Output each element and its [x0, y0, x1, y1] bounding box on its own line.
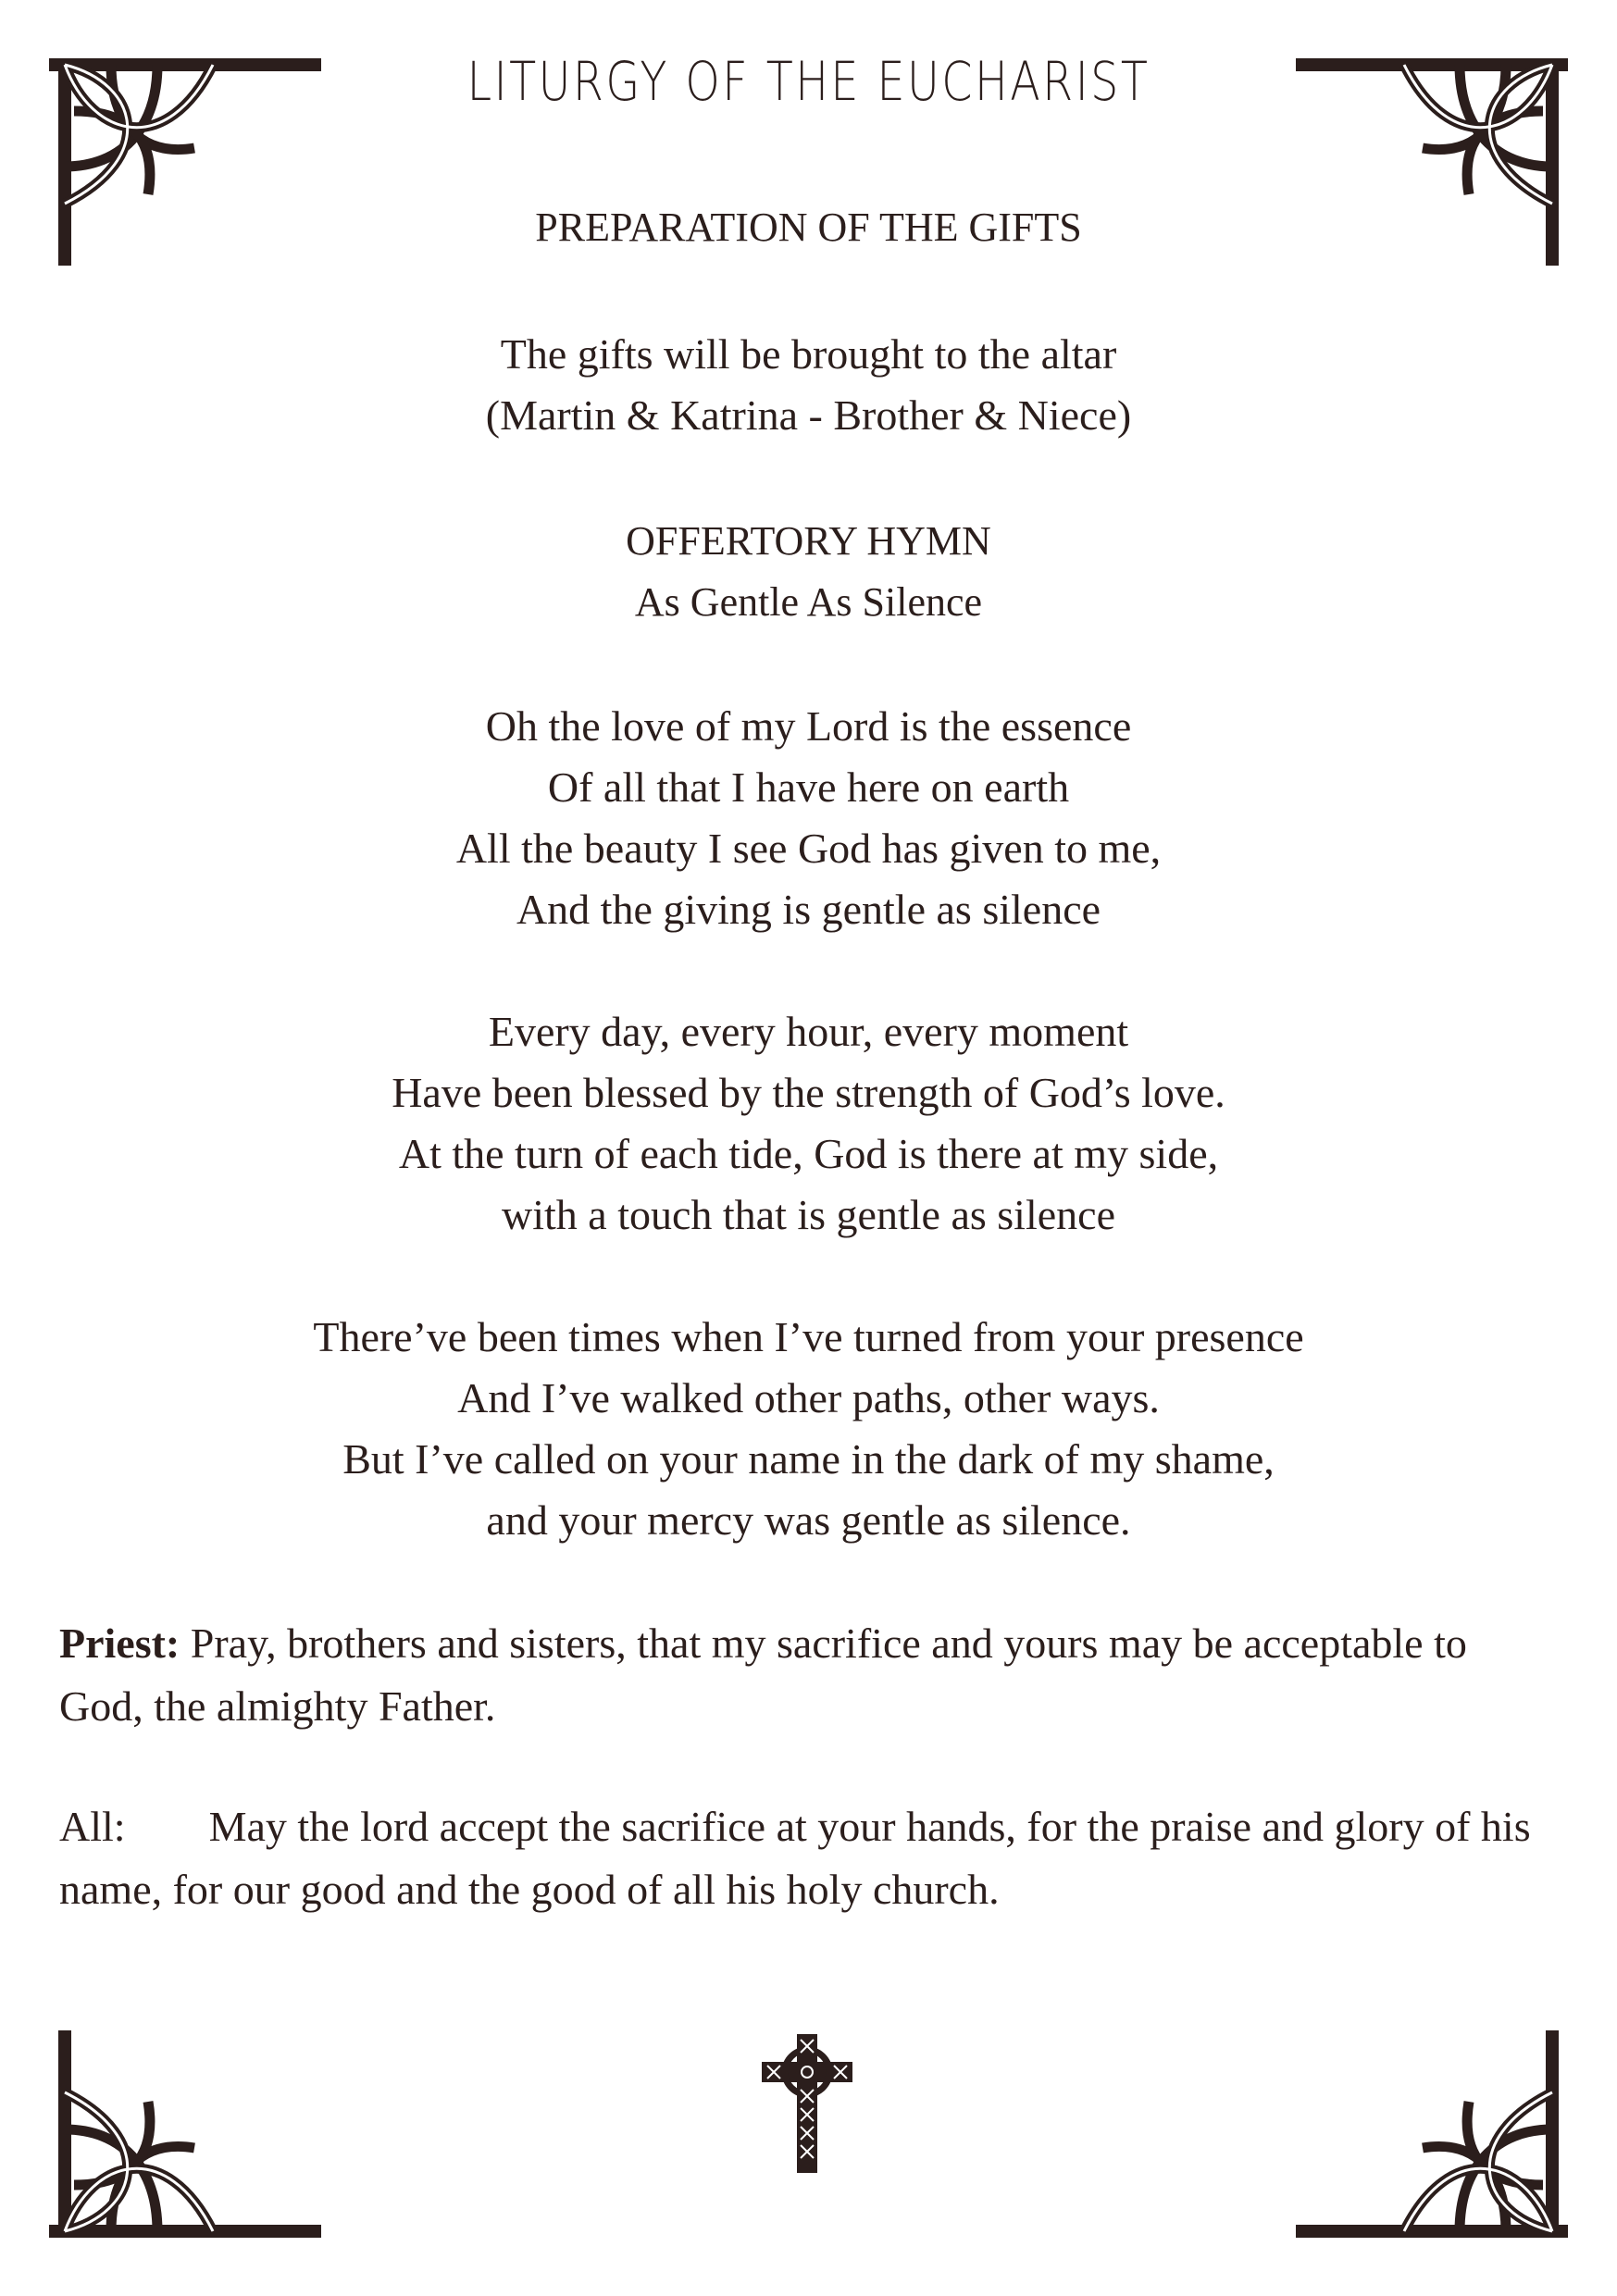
priest-text: Pray, brothers and sisters, that my sacrifice and yours may be acceptable to God, the almighty Father. [59, 1620, 1467, 1730]
celtic-knot-icon [1293, 2028, 1580, 2268]
verse-line: Of all that I have here on earth [547, 763, 1070, 811]
gifts-bearers-line: (Martin & Katrina - Brother & Niece) [485, 391, 1132, 439]
verse-line: with a touch that is gentle as silence [502, 1191, 1115, 1238]
verse-line: Have been blessed by the strength of God’s love. [392, 1069, 1225, 1116]
verse-line: At the turn of each tide, God is there at my side, [398, 1130, 1219, 1177]
corner-ornament-bottom-right [1293, 2028, 1580, 2268]
verse-line: But I’ve called on your name in the dark of my shame, [342, 1435, 1275, 1483]
verse-line: All the beauty I see God has given to me, [455, 825, 1162, 872]
hymn-title: As Gentle As Silence [634, 579, 983, 625]
verse-line: and your mercy was gentle as silence. [486, 1496, 1131, 1544]
hymn-verse-2 [0, 1001, 1617, 1246]
gifts-line: The gifts will be brought to the altar [500, 330, 1117, 378]
hymn-verse-3 [0, 1307, 1617, 1551]
all-label: All: [59, 1803, 126, 1850]
verse-line: Oh the love of my Lord is the essence [485, 702, 1132, 750]
corner-ornament-bottom-left [37, 2028, 324, 2268]
celtic-knot-icon [37, 2028, 324, 2268]
page-title: LITURGY OF THE EUCHARIST [466, 50, 1151, 113]
verse-line: Every day, every hour, every moment [488, 1008, 1129, 1055]
all-response [59, 1795, 1559, 1921]
hymn-verse-1 [0, 696, 1617, 940]
celtic-cross-ornament [762, 2034, 852, 2173]
priest-label: Priest: [59, 1620, 180, 1667]
preparation-heading: PREPARATION OF THE GIFTS [535, 205, 1082, 250]
verse-line: And the giving is gentle as silence [516, 886, 1101, 933]
gifts-instruction [0, 324, 1617, 446]
celtic-cross-icon [762, 2034, 852, 2173]
all-text: May the lord accept the sacrifice at your hands, for the praise and glory of his name, for our good and the good of all his holy church. [59, 1803, 1531, 1913]
verse-line: And I’ve walked other paths, other ways. [457, 1374, 1160, 1421]
offertory-heading [0, 511, 1617, 633]
priest-response [59, 1612, 1559, 1738]
offertory-label: OFFERTORY HYMN [626, 518, 991, 564]
verse-line: There’ve been times when I’ve turned from your presence [313, 1313, 1304, 1360]
